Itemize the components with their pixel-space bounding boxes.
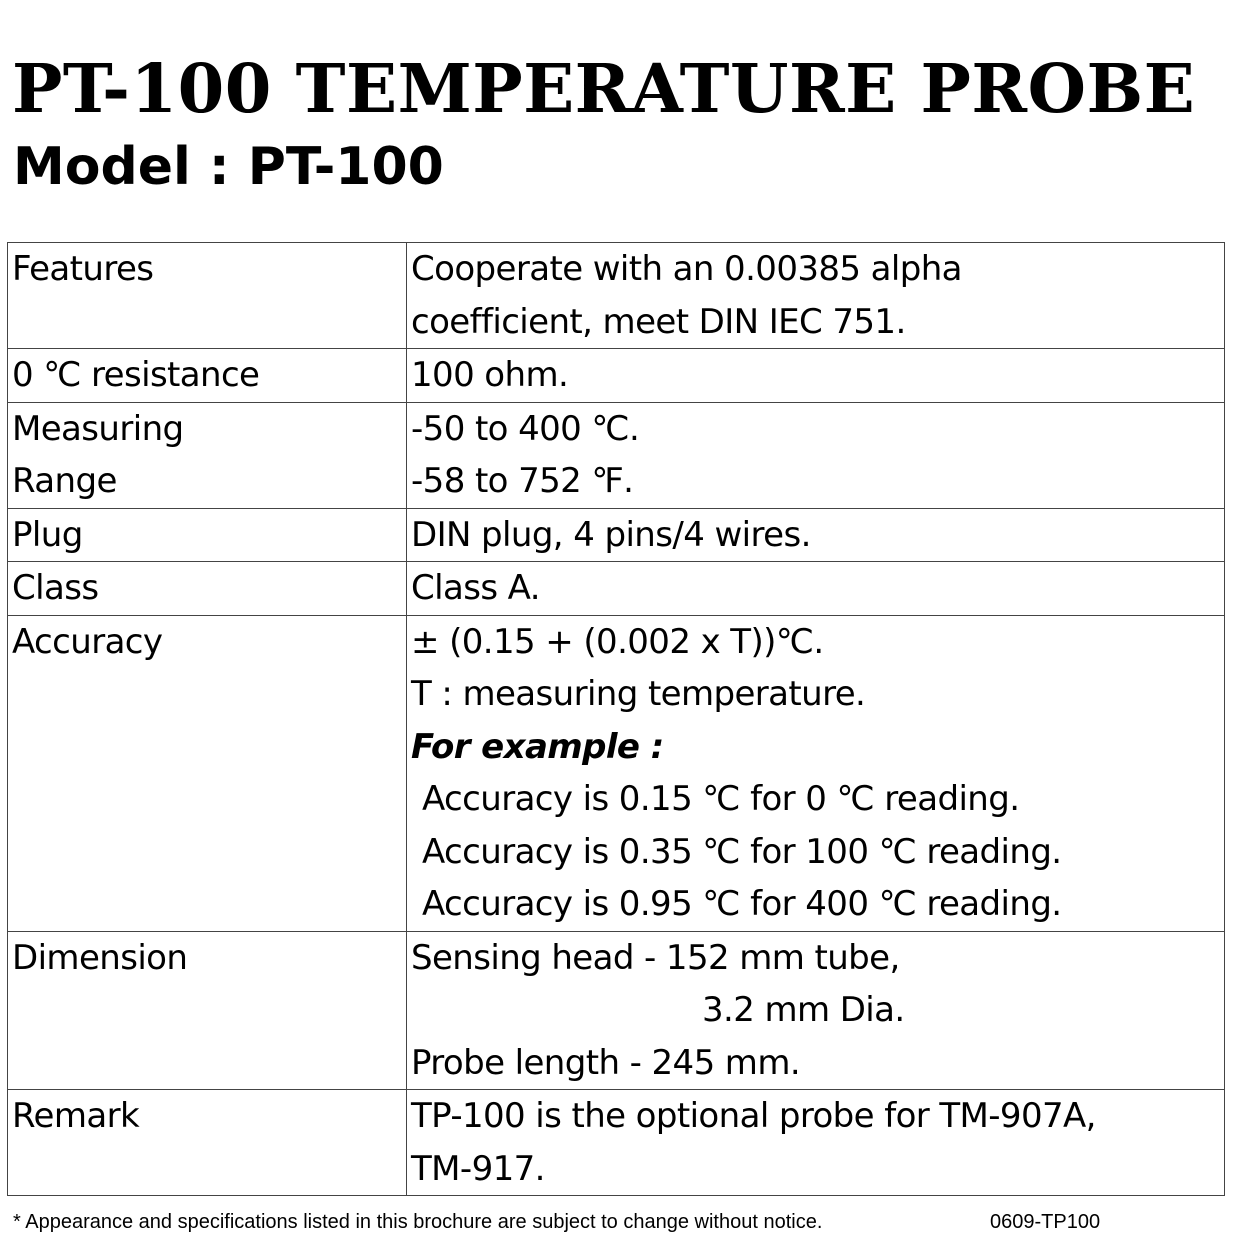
spec-label-text: Accuracy [12, 621, 163, 662]
spec-label-resistance [8, 349, 407, 403]
spec-label-text: Features [12, 249, 154, 289]
spec-row-class [8, 562, 1225, 616]
spec-row-dimension [8, 931, 1225, 1090]
spec-row-features [8, 243, 1225, 349]
spec-label-text: 0 ℃ resistance [12, 355, 260, 395]
spec-value-features [407, 243, 1225, 349]
accuracy-example: Accuracy is 0.15 ℃ for 0 ℃ reading. [422, 779, 1020, 819]
spec-label-text: Class [12, 568, 99, 608]
spec-value-line: coefficient, meet DIN IEC 751. [411, 301, 906, 342]
spec-value-line: Cooperate with an 0.00385 alpha [411, 249, 962, 289]
footer-code: 0609-TP100 [990, 1211, 1101, 1233]
spec-label-dimension [8, 931, 407, 1090]
spec-value-line: TM-917. [411, 1148, 545, 1189]
spec-value-range [407, 402, 1225, 508]
spec-value-line: -58 to 752 ℉. [411, 461, 634, 501]
spec-value-line: -50 to 400 ℃. [411, 408, 640, 449]
accuracy-example: Accuracy is 0.95 ℃ for 400 ℃ reading. [422, 884, 1062, 924]
spec-label-class [8, 562, 407, 616]
spec-label-text: Dimension [12, 937, 188, 978]
spec-value-dimension [407, 931, 1225, 1090]
spec-value-line: Class A. [411, 568, 540, 608]
spec-value-resistance [407, 349, 1225, 403]
accuracy-note: T : measuring temperature. [411, 674, 866, 714]
spec-value-remark [407, 1090, 1225, 1196]
spec-value-line: Probe length - 245 mm. [411, 1042, 801, 1083]
spec-label-remark [8, 1090, 407, 1196]
spec-label-text: Range [12, 461, 117, 501]
spec-value-class [407, 562, 1225, 616]
spec-value-line: DIN plug, 4 pins/4 wires. [411, 514, 811, 555]
spec-value-plug [407, 508, 1225, 562]
spec-value-line: TP-100 is the optional probe for TM-907A, [411, 1096, 1096, 1136]
spec-label-features [8, 243, 407, 349]
spec-label-accuracy [8, 615, 407, 931]
spec-label-plug [8, 508, 407, 562]
spec-row-plug [8, 508, 1225, 562]
spec-row-resistance [8, 349, 1225, 403]
spec-label-text: Measuring [12, 408, 184, 449]
accuracy-example: Accuracy is 0.35 ℃ for 100 ℃ reading. [422, 831, 1062, 872]
spec-value-line: 3.2 mm Dia. [702, 990, 905, 1030]
spec-row-remark [8, 1090, 1225, 1196]
page-title: PT-100 TEMPERATURE PROBE [12, 49, 1196, 128]
model-subtitle: Model : PT-100 [13, 137, 444, 197]
example-heading: For example : [411, 726, 664, 767]
spec-value-line: 100 ohm. [411, 355, 569, 395]
accuracy-formula: ± (0.15 + (0.002 x T))℃. [411, 621, 824, 662]
spec-row-range [8, 402, 1225, 508]
spec-label-text: Plug [12, 514, 83, 555]
spec-label-range [8, 402, 407, 508]
spec-value-accuracy [407, 615, 1225, 931]
spec-label-text: Remark [12, 1096, 140, 1136]
footer-notice: * Appearance and specifications listed in this brochure are subject to change without notice. [13, 1211, 823, 1233]
spec-value-line: Sensing head - 152 mm tube, [411, 937, 900, 978]
spec-row-accuracy [8, 615, 1225, 931]
spec-table [7, 242, 1225, 1196]
